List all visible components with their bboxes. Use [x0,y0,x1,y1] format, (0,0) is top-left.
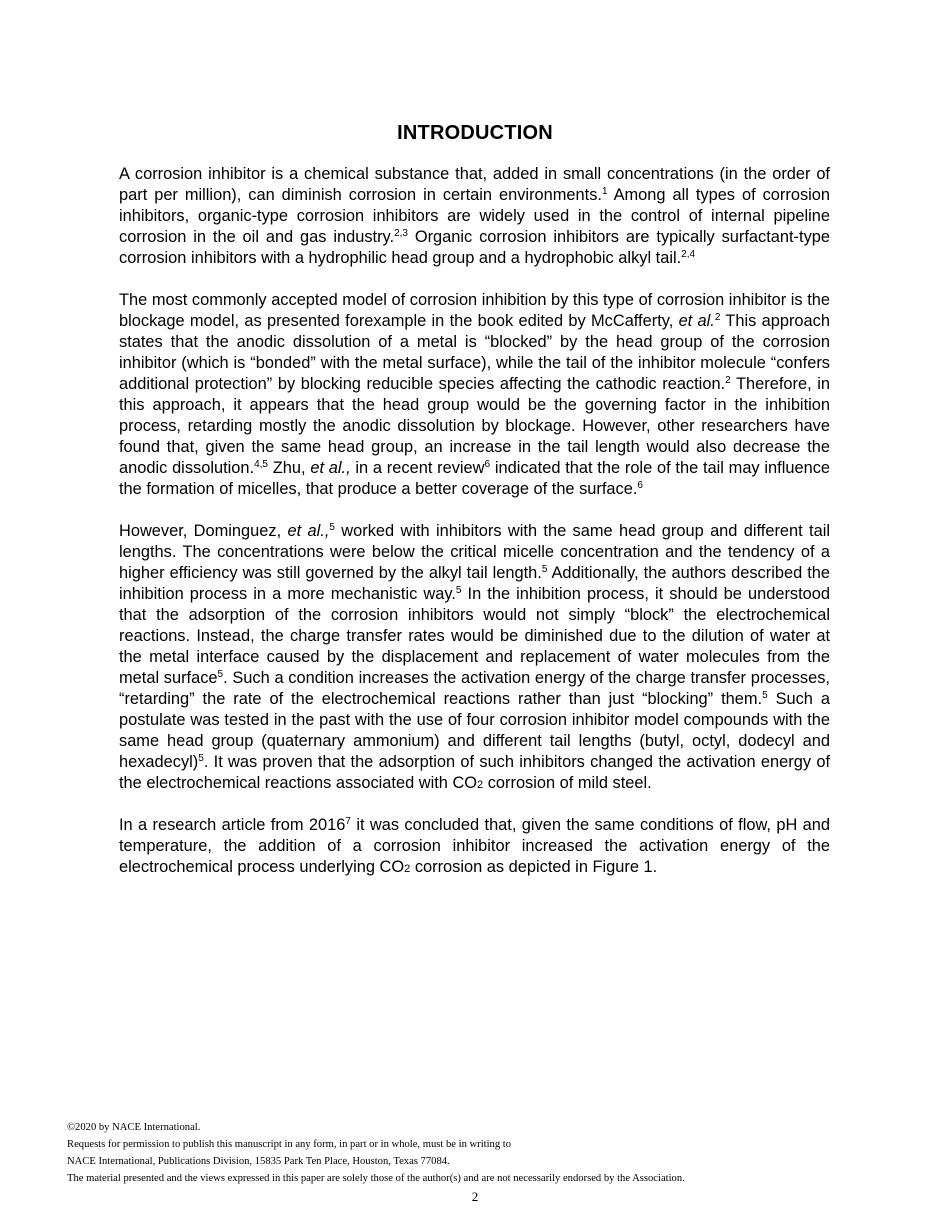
address-line: NACE International, Publications Division, 15835 Park Ten Place, Houston, Texas 77084. [67,1156,450,1167]
text-run: in a recent review [350,459,485,477]
body-text [119,164,830,899]
citation-superscript: 6 [637,480,643,491]
text-run: it was concluded that, given the same conditions of flow, pH and temperature, the addition of a corrosion inhibitor increased the activation energy of the electrochemical process underlying CO [119,816,830,876]
citation-superscript: 5 [217,669,224,680]
chemical-subscript: 2 [404,863,411,875]
text-run: Zhu, [267,459,311,477]
citation-superscript: 7 [345,816,351,827]
citation-superscript: 5 [329,522,335,533]
text-run: . It was proven that the adsorption of such inhibitors changed the activation energy of the electrochemical reactions associated with CO [119,753,830,792]
section-heading: INTRODUCTION [397,122,553,144]
citation-superscript: 6 [484,459,491,470]
chemical-subscript: 2 [477,779,484,791]
page-number: 2 [471,1189,479,1204]
italic-text: et al., [310,459,351,477]
paragraph [119,521,830,794]
text-run: Such a postulate was tested in the past with the use of four corrosion inhibitor model compounds with the same head group (quaternary ammonium) and different tail lengths (butyl, octyl, dodecyl and hexadecyl) [119,690,830,771]
paragraph [119,290,830,500]
citation-superscript: 1 [601,186,608,197]
text-run: This approach states that the anodic dissolution of a metal is “blocked” by the head group of the corrosion inhibitor (which is “bonded” with the metal surface), while the tail of the inhibitor molecule “confers additional protection” by blocking reducible species affecting the cathodic reaction. [119,312,830,393]
text-run: In a research article from 2016 [119,816,346,834]
permission-line: Requests for permission to publish this manuscript in any form, in part or in whole, must be in writing to [67,1139,512,1150]
citation-superscript: 2,4 [681,249,696,260]
citation-superscript: 5 [762,690,768,701]
text-run: In the inhibition process, it should be understood that the adsorption of the corrosion inhibitors would not simply “block” the electrochemical reactions. Instead, the charge transfer rates would be diminished due to the dilution of water at the metal interface caused by the displacement and replacement of water molecules from the metal surface [119,585,830,687]
paragraph [119,815,830,878]
paragraph [119,164,830,269]
citation-superscript: 4,5 [254,459,268,470]
text-run: Therefore, in this approach, it appears that the head group would be the governing factor in the inhibition process, retarding mostly the anodic dissolution by blockage. However, other researchers have found that, given the same head group, an increase in the tail length would also decrease the anodic dissolution. [119,375,831,477]
text-run: worked with inhibitors with the same head group and different tail lengths. The concentrations were below the critical micelle concentration and the tendency of a higher efficiency was still governed by the alkyl tail length. [119,522,830,582]
text-run: A corrosion inhibitor is a chemical substance that, added in small concentrations (in the order of part per million), can diminish corrosion in certain environments. [119,165,830,204]
citation-superscript: 5 [198,753,204,764]
italic-text: et al., [287,522,330,540]
disclaimer-line: The material presented and the views expressed in this paper are solely those of the author(s) and are not necessarily endorsed by the Association. [67,1173,685,1184]
text-run: corrosion of mild steel. [483,774,652,792]
italic-text: et al. [678,312,715,330]
text-run: Among all types of corrosion inhibitors, organic-type corrosion inhibitors are widely used in the control of internal pipeline corrosion in the oil and gas industry. [119,186,831,246]
citation-superscript: 2 [725,375,731,386]
citation-superscript: 2,3 [394,228,408,239]
text-run: indicated that the role of the tail may influence the formation of micelles, that produce a better coverage of the surface. [119,459,831,498]
text-run: The most commonly accepted model of corrosion inhibition by this type of corrosion inhibitor is the blockage model, as presented forexample in the book edited by McCafferty, [119,291,830,330]
text-run: However, Dominguez, [119,522,288,540]
citation-superscript: 2 [714,312,721,323]
citation-superscript: 5 [455,585,462,596]
text-run: . Such a condition increases the activation energy of the charge transfer processes, “retarding” the rate of the electrochemical reactions rather than just “blocking” them. [119,669,830,708]
text-run: Organic corrosion inhibitors are typically surfactant-type corrosion inhibitors with a hydrophilic head group and a hydrophobic alkyl tail. [119,228,830,267]
footer-notice [67,1119,887,1187]
text-run: Additionally, the authors described the inhibition process in a more mechanistic way. [119,564,830,603]
text-run: corrosion as depicted in Figure 1. [410,858,658,876]
citation-superscript: 5 [541,564,548,575]
copyright-line: ©2020 by NACE International. [67,1122,201,1133]
